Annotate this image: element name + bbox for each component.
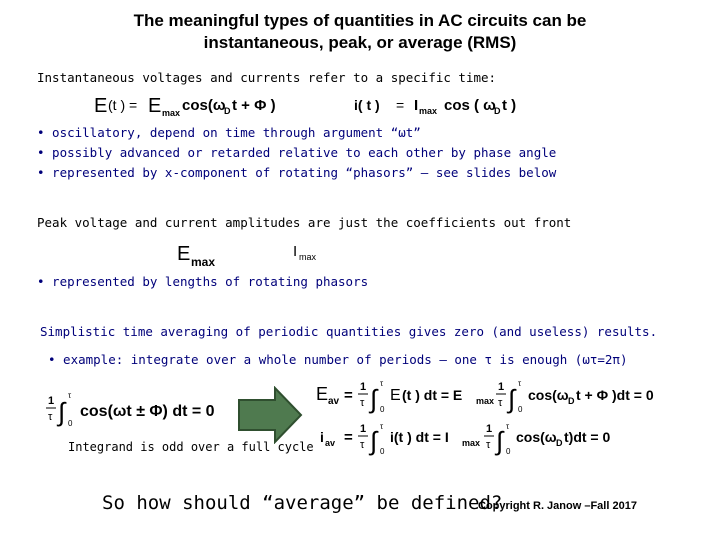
svg-text:τ: τ: [360, 397, 365, 409]
definition-question: So how should “average” be defined?: [102, 492, 503, 514]
svg-text:max: max: [191, 255, 216, 269]
title-line-1: The meaningful types of quantities in AC circuits can be: [133, 11, 587, 30]
svg-text:cos(ω: cos(ω: [516, 429, 557, 445]
svg-text:D: D: [224, 106, 231, 116]
svg-text:∫: ∫: [58, 397, 66, 427]
svg-text:max: max: [462, 438, 481, 448]
current-average-equation: [312, 420, 652, 460]
svg-text:τ: τ: [486, 439, 491, 451]
current-equation: [352, 92, 532, 118]
svg-text:0: 0: [380, 447, 385, 456]
svg-text:cos ( ω: cos ( ω: [444, 97, 496, 114]
svg-text:D: D: [494, 106, 501, 116]
svg-text:max: max: [299, 252, 317, 262]
svg-text:=: =: [396, 97, 405, 113]
svg-text:E: E: [390, 387, 401, 404]
integrand-note: Integrand is odd over a full cycle: [68, 440, 314, 454]
bullet-example: • example: integrate over a whole number of periods – one τ is enough (ωτ=2π): [48, 352, 628, 367]
svg-text:τ: τ: [48, 411, 53, 423]
instantaneous-heading: Instantaneous voltages and currents refer to a specific time:: [37, 70, 497, 85]
svg-text:1: 1: [48, 395, 55, 407]
svg-text:av: av: [328, 396, 340, 407]
svg-text:I: I: [293, 243, 298, 260]
emf-equation: [90, 90, 300, 120]
svg-text:0: 0: [68, 419, 73, 428]
svg-text:τ: τ: [380, 422, 384, 431]
svg-text:=: =: [344, 429, 353, 446]
right-arrow-icon: [237, 386, 303, 444]
svg-text:i(t ) dt = I: i(t ) dt = I: [390, 429, 449, 445]
svg-text:1: 1: [498, 381, 505, 393]
svg-text:τ: τ: [360, 439, 365, 451]
svg-text:E: E: [316, 384, 329, 404]
bullet-phase-angle: • possibly advanced or retarded relative to each other by phase angle: [37, 145, 557, 160]
bullet-phasors: • represented by x-component of rotating “phasors” – see slides below: [37, 165, 557, 180]
svg-text:E: E: [94, 95, 108, 117]
svg-text:t + Φ ): t + Φ ): [232, 97, 276, 114]
svg-text:t + Φ )dt = 0: t + Φ )dt = 0: [576, 387, 654, 403]
svg-text:i: i: [320, 429, 324, 445]
svg-text:i( t ): i( t ): [354, 97, 380, 113]
svg-text:E: E: [177, 243, 191, 265]
svg-text:(t ) =: (t ) =: [108, 97, 138, 113]
svg-text:D: D: [556, 438, 563, 448]
svg-text:∫: ∫: [508, 384, 516, 414]
svg-text:E: E: [148, 95, 162, 117]
copyright-notice: Copyright R. Janow –Fall 2017: [478, 500, 637, 512]
svg-text:D: D: [568, 396, 575, 406]
title-line-2: instantaneous, peak, or average (RMS): [203, 33, 517, 52]
svg-text:τ: τ: [498, 397, 503, 409]
svg-text:max: max: [476, 396, 495, 406]
svg-text:0: 0: [380, 405, 385, 414]
emf-average-equation: [312, 376, 682, 418]
peak-amplitudes: [175, 240, 335, 270]
svg-text:t ): t ): [502, 97, 517, 114]
svg-text:∫: ∫: [496, 426, 504, 456]
svg-text:1: 1: [360, 423, 367, 435]
page-title: [0, 10, 720, 54]
svg-text:=: =: [344, 387, 353, 404]
bullet-lengths: • represented by lengths of rotating phasors: [37, 274, 369, 289]
svg-text:1: 1: [360, 381, 367, 393]
svg-text:τ: τ: [518, 379, 522, 388]
svg-text:τ: τ: [380, 379, 384, 388]
svg-text:∫: ∫: [370, 426, 378, 456]
svg-text:1: 1: [486, 423, 493, 435]
svg-text:cos(ω: cos(ω: [528, 387, 569, 403]
bullet-oscillatory: • oscillatory, depend on time through argument “ωt”: [37, 125, 421, 140]
svg-text:τ: τ: [506, 422, 510, 431]
peak-heading: Peak voltage and current amplitudes are just the coefficients out front: [37, 215, 572, 230]
svg-text:(t ) dt = E: (t ) dt = E: [402, 387, 463, 403]
svg-text:cos(ωt ± Φ) dt = 0: cos(ωt ± Φ) dt = 0: [80, 403, 215, 420]
svg-text:max: max: [419, 106, 438, 116]
svg-text:t)dt = 0: t)dt = 0: [564, 429, 611, 445]
average-heading: Simplistic time averaging of periodic quantities gives zero (and useless) results.: [40, 324, 658, 339]
svg-text:max: max: [162, 108, 181, 118]
svg-text:0: 0: [518, 405, 523, 414]
svg-text:av: av: [325, 438, 336, 448]
svg-text:I: I: [414, 97, 419, 114]
svg-text:∫: ∫: [370, 384, 378, 414]
svg-text:τ: τ: [68, 391, 72, 400]
svg-text:0: 0: [506, 447, 511, 456]
integral-odd-equation: [40, 388, 240, 438]
svg-text:cos(ω: cos(ω: [182, 97, 226, 114]
